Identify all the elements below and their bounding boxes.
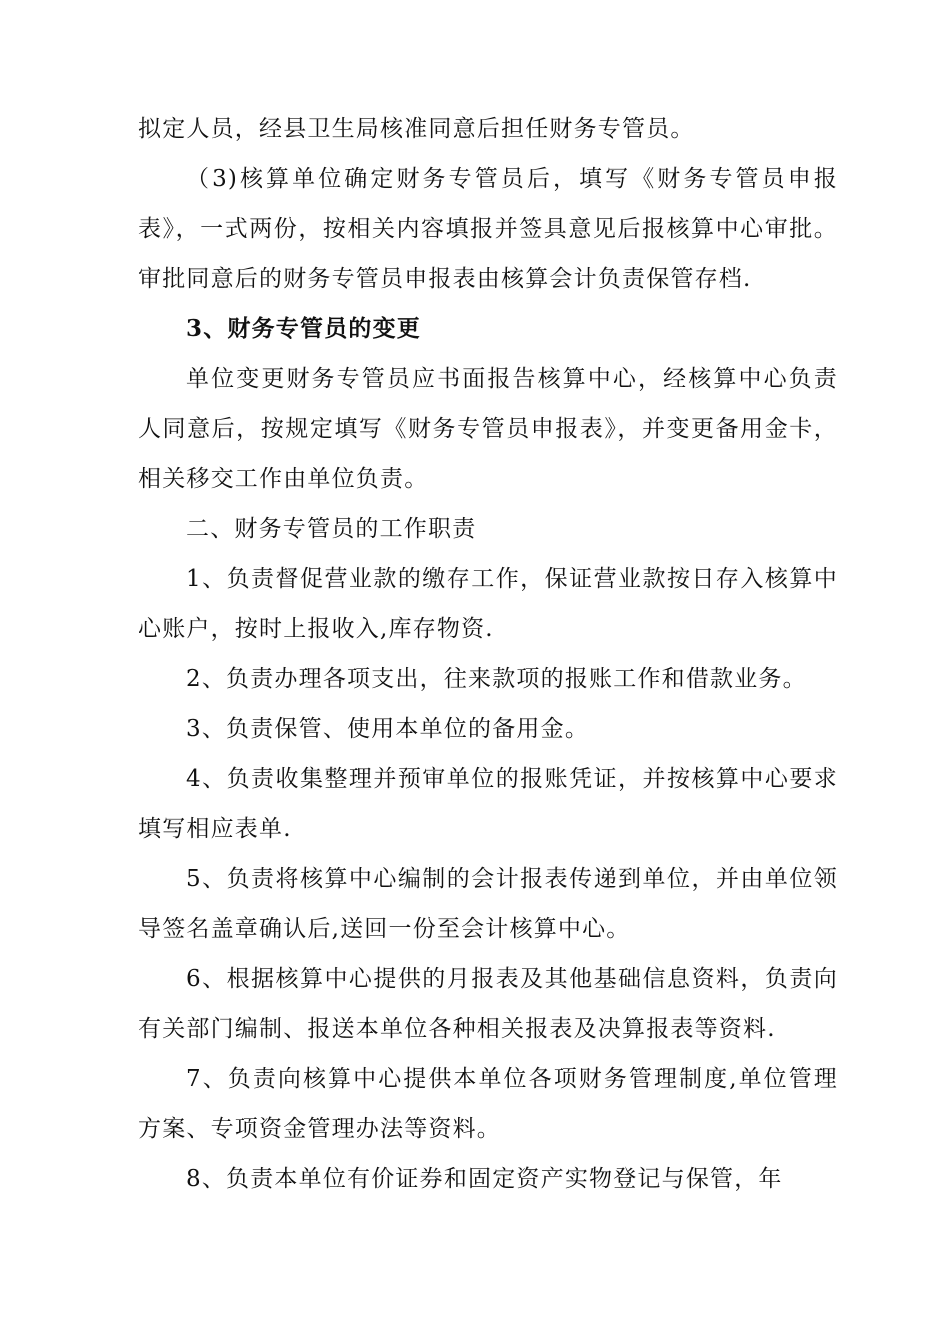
duty-item-7: 7、负责向核算中心提供本单位各项财务管理制度,单位管理方案、专项资金管理办法等资料。 (138, 1066, 838, 1142)
paragraph-item-3: （3)核算单位确定财务专管员后，填写《财务专管员申报表》，一式两份，按相关内容填报并签具意见后报核算中心审批。审批同意后的财务专管员申报表由核算会计负责保管存档. (138, 166, 838, 292)
duty-item-2: 2、负责办理各项支出，往来款项的报账工作和借款业务。 (186, 666, 807, 692)
section-heading-change: 3、财务专管员的变更 (186, 315, 422, 342)
document-body (138, 104, 838, 1204)
duty-item-4: 4、负责收集整理并预审单位的报账凭证，并按核算中心要求填写相应表单. (138, 766, 838, 842)
duty-item-3: 3、负责保管、使用本单位的备用金。 (186, 716, 590, 742)
paragraph-change: 单位变更财务专管员应书面报告核算中心，经核算中心负责人同意后，按规定填写《财务专管员申报表》，并变更备用金卡，相关移交工作由单位负责。 (138, 366, 838, 492)
duty-item-1: 1、负责督促营业款的缴存工作，保证营业款按日存入核算中心账户，按时上报收入,库存物资. (138, 566, 838, 642)
duty-item-6: 6、根据核算中心提供的月报表及其他基础信息资料，负责向有关部门编制、报送本单位各种相关报表及决算报表等资料. (138, 966, 838, 1042)
paragraph-continuation: 拟定人员，经县卫生局核准同意后担任财务专管员。 (138, 116, 695, 142)
duty-item-5: 5、负责将核算中心编制的会计报表传递到单位，并由单位领导签名盖章确认后,送回一份至会计核算中心。 (138, 866, 838, 942)
section-heading-duties: 二、财务专管员的工作职责 (186, 516, 477, 542)
duty-item-8: 8、负责本单位有价证券和固定资产实物登记与保管，年 (186, 1166, 783, 1192)
